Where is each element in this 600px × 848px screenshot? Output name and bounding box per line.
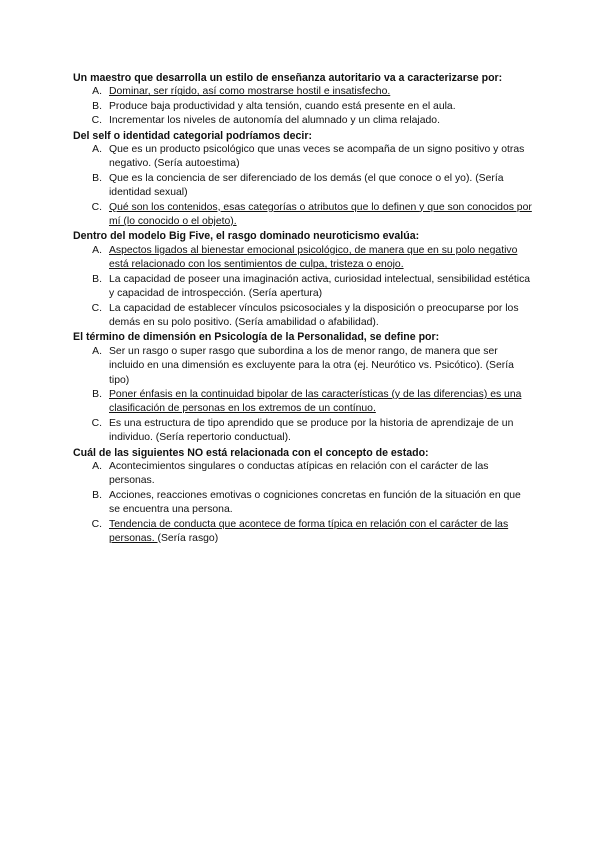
option-letter: A. <box>92 345 102 357</box>
answer-list <box>73 143 533 229</box>
option-text <box>109 518 533 547</box>
answer-option <box>73 302 533 331</box>
question-title: Un maestro que desarrolla un estilo de enseñanza autoritario va a caracterizarse por: <box>73 72 503 84</box>
option-letter: B. <box>92 489 102 501</box>
option-letter: C. <box>91 201 102 213</box>
option-letter: B. <box>92 100 102 112</box>
answer-option <box>73 489 533 518</box>
option-plain-text: Produce baja productividad y alta tensión, cuando está presente en el aula. <box>109 100 456 112</box>
underlined-answer: Qué son los contenidos, esas categorías o atributos que lo definen y que son conocidos por mí (lo conocido o el objeto). <box>109 201 532 228</box>
answer-option <box>73 273 533 302</box>
answer-list <box>73 85 533 128</box>
option-letter: C. <box>91 115 102 127</box>
option-text <box>109 345 533 388</box>
option-text <box>109 460 533 489</box>
option-letter: A. <box>92 244 102 256</box>
option-text <box>109 302 533 331</box>
answer-option <box>73 85 533 99</box>
answer-option <box>73 100 533 114</box>
option-plain-text: Que es la conciencia de ser diferenciado de los demás (el que conoce o el yo). (Sería identidad sexual) <box>109 172 504 199</box>
option-text <box>109 172 533 201</box>
option-plain-text: Es una estructura de tipo aprendido que se produce por la historia de aprendizaje de un individuo. (Sería repertorio conductual). <box>109 417 514 444</box>
option-plain-text: La capacidad de poseer una imaginación activa, curiosidad intelectual, sensibilidad estética y capacidad de introspección. (Sería apertura) <box>109 273 531 300</box>
answer-list <box>73 345 533 446</box>
option-letter: B. <box>92 388 102 400</box>
answer-option <box>73 143 533 172</box>
quiz-content <box>73 71 533 546</box>
underlined-answer: Tendencia de conducta que acontece de forma típica en relación con el carácter de las personas. <box>109 518 509 544</box>
option-text <box>109 114 533 128</box>
answer-option <box>73 244 533 273</box>
option-letter: C. <box>91 518 102 530</box>
question-title: El término de dimensión en Psicología de la Personalidad, se define por: <box>73 331 440 344</box>
option-letter: B. <box>92 273 102 285</box>
option-letter: A. <box>92 144 102 156</box>
option-letter: C. <box>91 302 102 314</box>
option-plain-text: Incrementar los niveles de autonomía del alumnado y un clima relajado. <box>109 115 440 127</box>
answer-option <box>73 518 533 547</box>
option-text <box>109 273 533 302</box>
option-text <box>109 100 533 114</box>
answer-list <box>73 460 533 546</box>
option-plain-text: Acontecimientos singulares o conductas atípicas en relación con el carácter de las personas. <box>109 460 489 487</box>
option-letter: A. <box>92 460 102 472</box>
option-letter: A. <box>92 86 102 98</box>
question-title: Del self o identidad categorial podríamos decir: <box>73 129 313 142</box>
option-text <box>109 244 533 273</box>
underlined-answer: Poner énfasis en la continuidad bipolar de las características (y de las diferencias) es una clasificación de personas en los extremos de un contínuo. <box>109 388 522 415</box>
option-plain-text: Ser un rasgo o super rasgo que subordina a los de menor rango, de manera que ser incluido en una dimensión es excluyente para la otra (ej. Neurótico vs. Psicótico). (Sería tipo) <box>109 345 514 386</box>
option-letter: C. <box>91 417 102 429</box>
answer-option <box>73 345 533 388</box>
option-plain-text: (Sería rasgo) <box>157 533 219 544</box>
answer-option <box>73 417 533 446</box>
question-title: Cuál de las siguientes NO está relacionada con el concepto de estado: <box>73 446 429 459</box>
underlined-answer: Dominar, ser rígido, así como mostrarse hostil e insatisfecho. <box>109 86 391 98</box>
option-text <box>109 417 533 446</box>
option-plain-text: Que es un producto psicológico que unas veces se acompaña de un signo positivo y otras negativo. (Sería autoestima) <box>109 144 525 170</box>
option-text <box>109 143 533 172</box>
option-letter: B. <box>92 172 102 184</box>
option-text <box>109 388 533 417</box>
answer-option <box>73 172 533 201</box>
answer-option <box>73 460 533 489</box>
option-text <box>109 489 533 518</box>
option-text <box>109 201 533 230</box>
answer-option <box>73 388 533 417</box>
option-plain-text: La capacidad de establecer vínculos psicosociales y la disposición o preocuparse por los demás en su polo positivo. (Sería amabilidad o afabilidad). <box>109 302 519 328</box>
answer-option <box>73 114 533 128</box>
underlined-answer: Aspectos ligados al bienestar emocional psicológico, de manera que en su polo negativo está relacionado con los sentimientos de culpa, tristeza o enojo. <box>109 244 518 271</box>
answer-list <box>73 244 533 330</box>
question-title: Dentro del modelo Big Five, el rasgo dominado neuroticismo evalúa: <box>73 230 420 243</box>
option-plain-text: Acciones, reacciones emotivas o cogniciones concretas en función de la situación en que se encuentra una persona. <box>109 489 521 516</box>
option-text <box>109 85 533 99</box>
answer-option <box>73 201 533 230</box>
